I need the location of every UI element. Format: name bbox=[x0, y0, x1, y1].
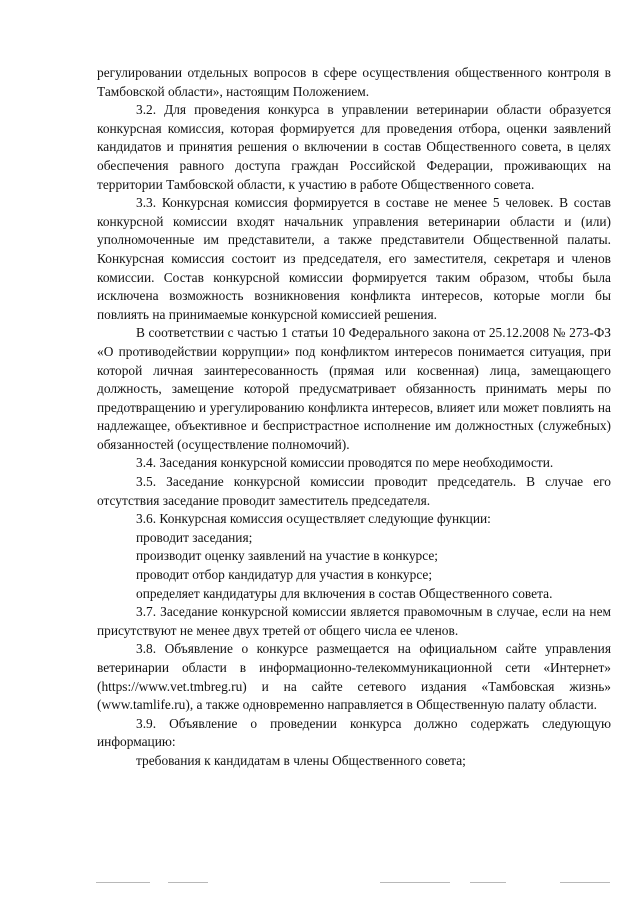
function-list-item: определяет кандидатуры для включения в состав Общественного совета. bbox=[136, 585, 553, 601]
paragraph-3-9: 3.9. Объявление о проведении конкурса должно содержать следующую информацию: bbox=[97, 715, 611, 750]
requirement-list-item: требования к кандидатам в члены Общественного совета; bbox=[136, 752, 466, 768]
function-list-item: проводит отбор кандидатур для участия в конкурсе; bbox=[136, 567, 433, 583]
scan-mark bbox=[560, 882, 610, 883]
document-page bbox=[97, 64, 611, 771]
scan-mark bbox=[380, 882, 450, 883]
function-list-item: проводит заседания; bbox=[136, 529, 253, 545]
paragraph-3-4: 3.4. Заседания конкурсной комиссии проводятся по мере необходимости. bbox=[136, 455, 554, 471]
paragraph-3-5: 3.5. Заседание конкурсной комиссии проводит председатель. В случае его отсутствия заседание проводит заместитель председателя. bbox=[97, 474, 611, 508]
paragraph-conflict-of-interest: В соответствии с частью 1 статьи 10 Федерального закона от 25.12.2008 № 273-ФЗ «О противодействии коррупции» под конфликтом интересов понимается ситуация, при которой личная заинтересованность (прямая или косвенная) лица, замещающего должность, замещение которой предусматривает обязанность принимать меры по предотвращению и урегулированию конфликта интересов, влияет или может повлиять на надлежащее, объективное и беспристрастное исполнение им должностных (служебных) обязанностей (осуществление полномочий). bbox=[97, 325, 611, 452]
paragraph-3-2: 3.2. Для проведения конкурса в управлении ветеринарии области образуется конкурсная комиссия, которая формируется для проведения отбора, оценки заявлений кандидатов и принятия решения о включении в состав Общественного совета, в целях обеспечения равного доступа граждан Российской Федерации, проживающих на территории Тамбовской области, к участию в работе Общественного совета. bbox=[97, 102, 611, 192]
paragraph-3-3: 3.3. Конкурсная комиссия формируется в составе не менее 5 человек. В состав конкурсной комиссии входят начальник управления ветеринарии области и (или) уполномоченные им представители, а также представители Общественной палаты. Конкурсная комиссия состоит из председателя, его заместителя, секретаря и членов комиссии. Состав конкурсной комиссии формируется таким образом, чтобы была исключена возможность возникновения конфликта интересов, которые могли бы повлиять на принимаемые конкурсной комиссией решения. bbox=[97, 195, 611, 322]
paragraph-3-6: 3.6. Конкурсная комиссия осуществляет следующие функции: bbox=[136, 511, 491, 527]
paragraph-3-8: 3.8. Объявление о конкурсе размещается на официальном сайте управления ветеринарии области в информационно-телекоммуникационной сети «Интернет» (https://www.vet.tmbreg.ru) и на сайте сетевого издания «Тамбовская жизнь» (www.tamlife.ru), а также одновременно направляется в Общественную палату области. bbox=[97, 641, 611, 713]
paragraph-3-7: 3.7. Заседание конкурсной комиссии является правомочным в случае, если на нем присутствуют не менее двух третей от общего числа ее членов. bbox=[97, 604, 611, 638]
scan-edge-marks bbox=[0, 882, 640, 902]
scan-mark bbox=[168, 882, 208, 883]
function-list-item: производит оценку заявлений на участие в конкурсе; bbox=[136, 548, 438, 564]
scan-mark bbox=[470, 882, 506, 883]
paragraph-continuation: регулировании отдельных вопросов в сфере осуществления общественного контроля в Тамбовской области», настоящим Положением. bbox=[97, 65, 611, 99]
scan-mark bbox=[96, 882, 150, 883]
